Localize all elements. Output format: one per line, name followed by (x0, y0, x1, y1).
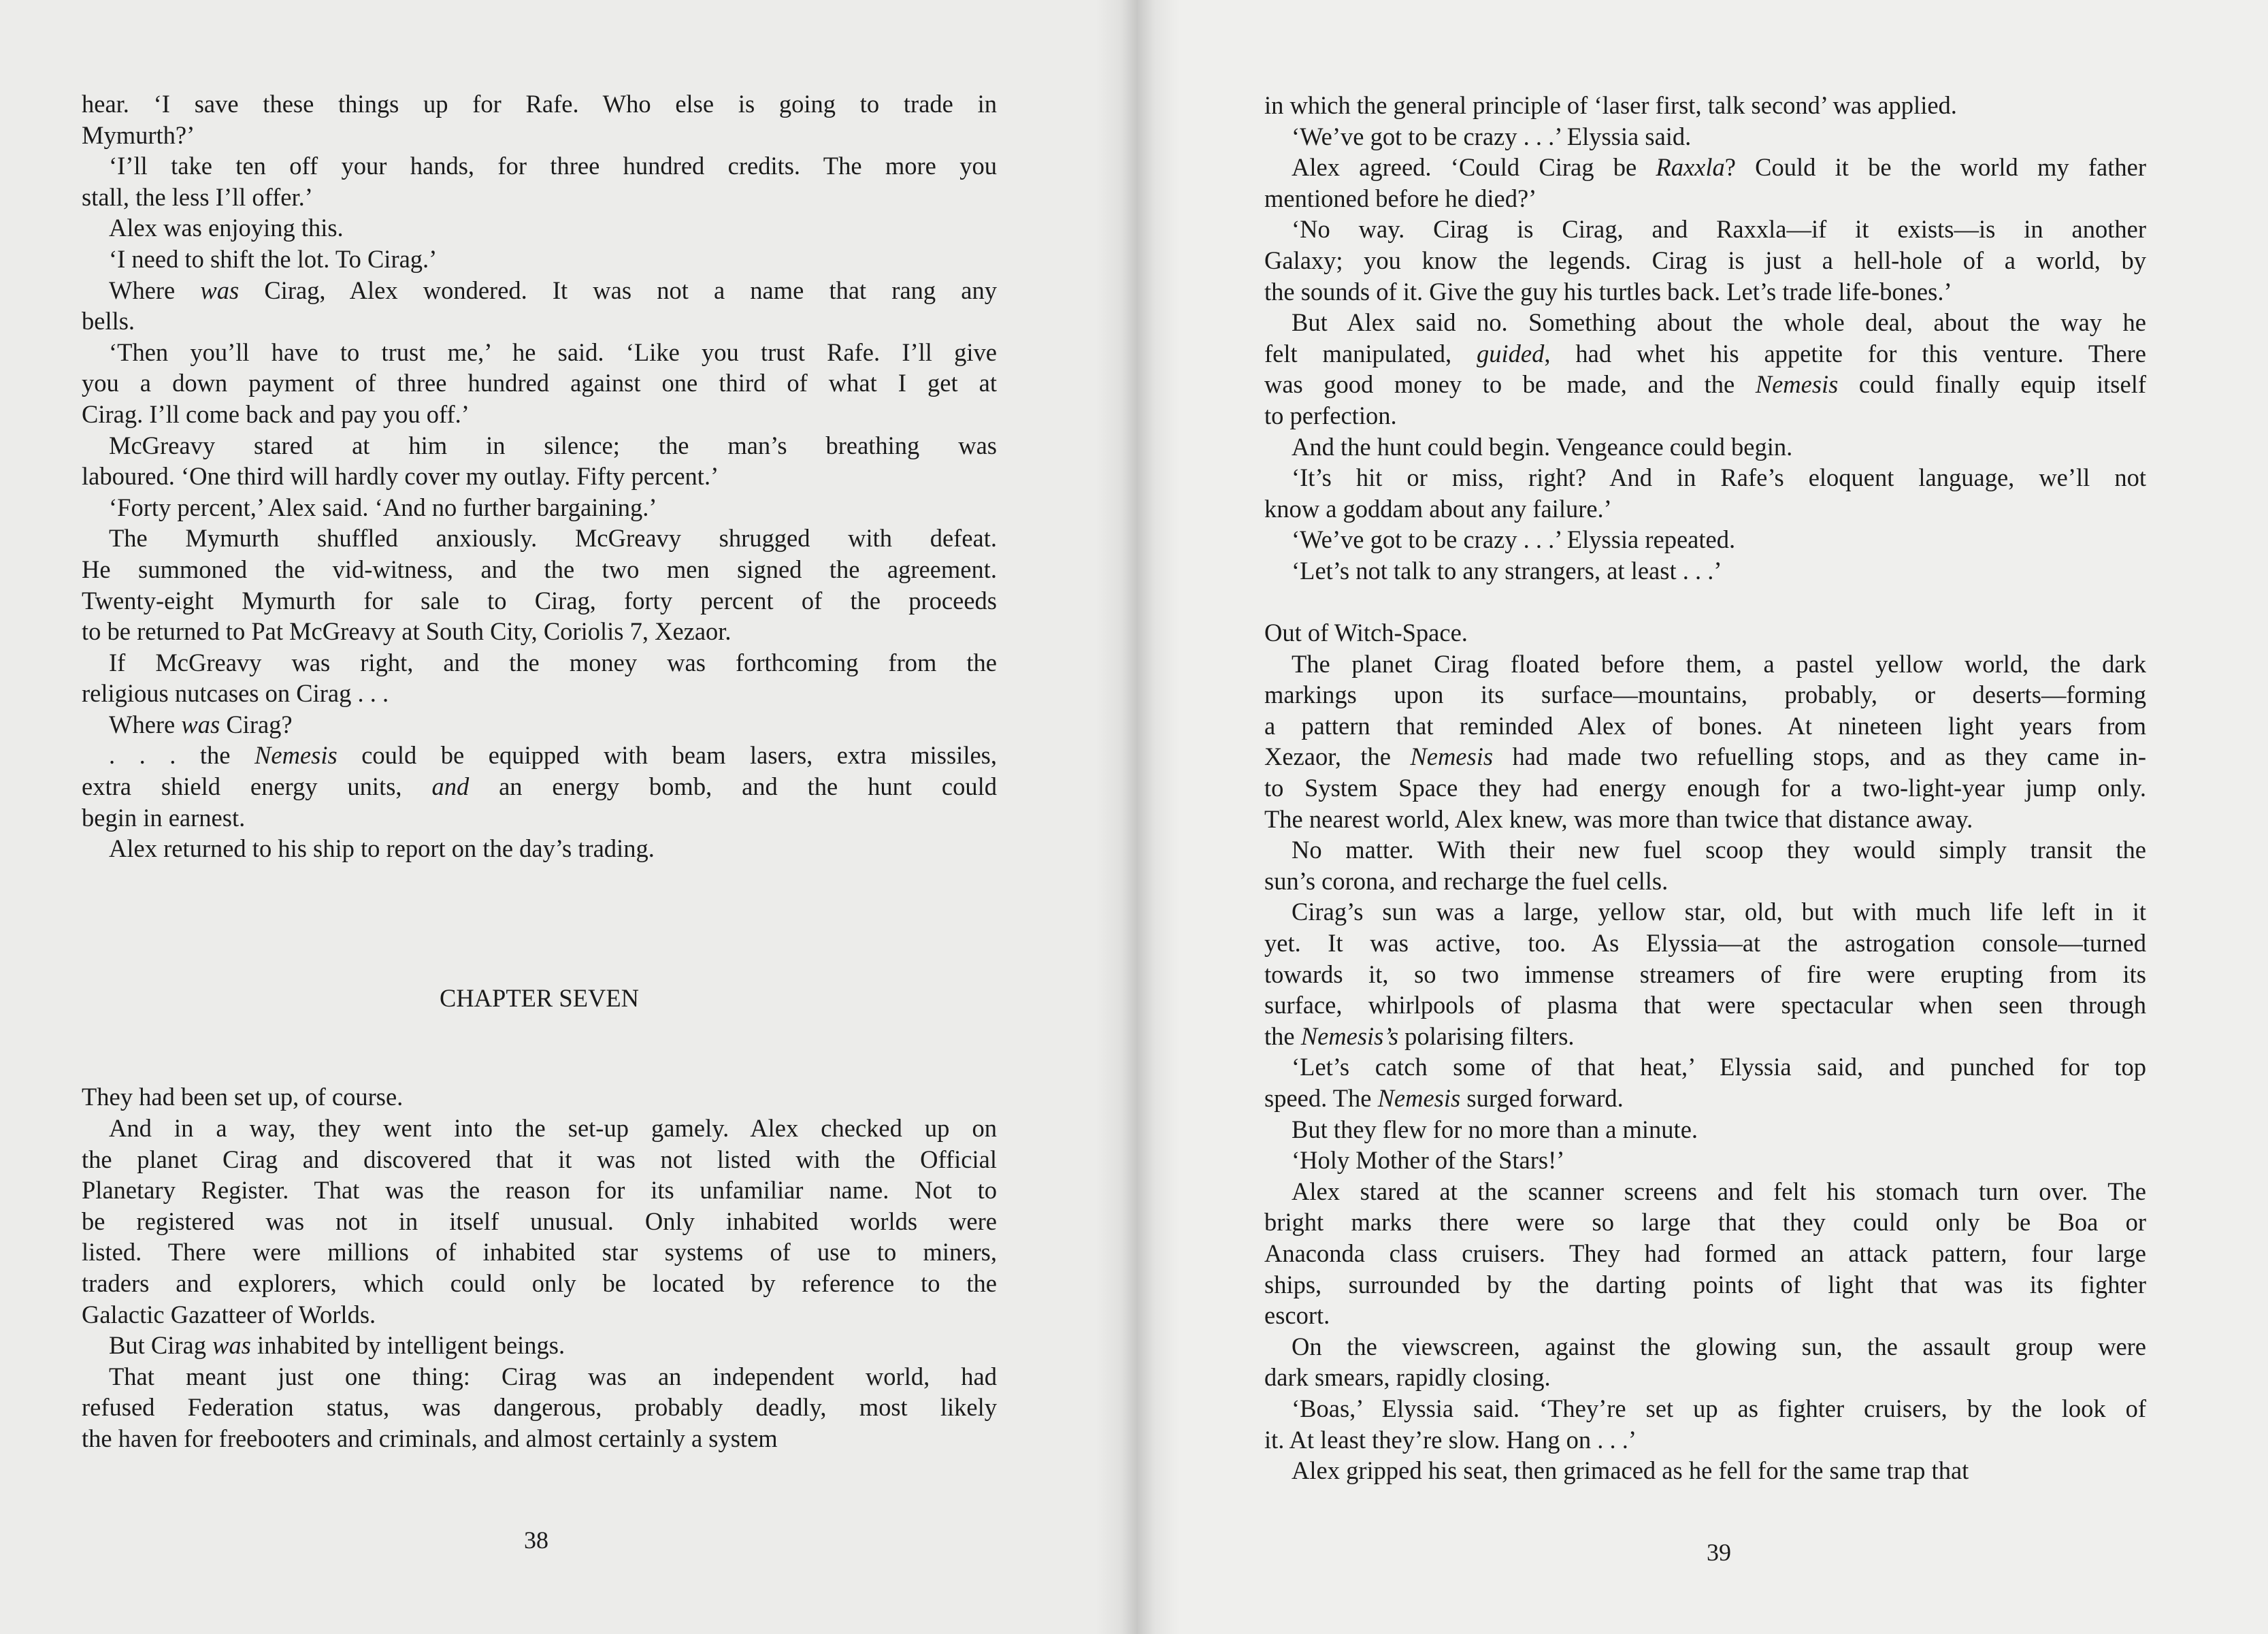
text-line: Where was Cirag, Alex wondered. It was not a name that rang any (109, 276, 997, 304)
text-line: laboured. ‘One third will hardly cover my outlay. Fifty percent.’ (82, 462, 719, 491)
text-line: stall, the less I’ll offer.’ (82, 182, 313, 211)
text-line: escort. (1264, 1301, 1330, 1330)
text-line: bells. (82, 307, 135, 336)
text-line: And in a way, they went into the set-up gamely. Alex checked up on (109, 1114, 997, 1143)
text-line: to perfection. (1264, 401, 1397, 429)
text-line: it. At least they’re slow. Hang on . . .’ (1264, 1425, 1637, 1454)
text-line: Galactic Gazatteer of Worlds. (82, 1300, 376, 1328)
text-line: the planet Cirag and discovered that it was not listed with the Official (82, 1145, 997, 1173)
text-line: Mymurth?’ (82, 120, 195, 149)
text-line: you a down payment of three hundred against one third of what I get at (82, 369, 997, 397)
left-text-after-chapter (82, 1081, 997, 1454)
text-line: felt manipulated, guided, had whet his appetite for this venture. There (1264, 339, 2146, 367)
text-line: yet. It was active, too. As Elyssia—at the astrogation console—turned (1264, 929, 2146, 958)
text-line: No matter. With their new fuel scoop they would simply transit the (1292, 836, 2146, 864)
text-line: ‘I need to shift the lot. To Cirag.’ (109, 244, 438, 273)
text-line: On the viewscreen, against the glowing sun, the assault group were (1292, 1332, 2146, 1360)
text-line: begin in earnest. (82, 803, 246, 832)
right-page-text (1264, 90, 2146, 1486)
text-line: extra shield energy units, and an energy bomb, and the hunt could (82, 772, 998, 801)
text-line: Cirag. I’ll come back and pay you off.’ (82, 399, 470, 428)
text-line: Cirag’s sun was a large, yellow star, old, but with much life left in it (1292, 898, 2146, 926)
page-number-right: 39 (1707, 1539, 1731, 1566)
text-line: in which the general principle of ‘laser first, talk second’ was applied. (1264, 91, 1957, 119)
text-line: the Nemesis’s polarising filters. (1264, 1022, 1575, 1050)
text-line: towards it, so two immense streamers of fire were erupting from its (1264, 960, 2146, 988)
text-line: But Alex said no. Something about the whole deal, about the way he (1292, 308, 2146, 337)
text-line: religious nutcases on Cirag . . . (82, 679, 389, 708)
text-line: ‘Holy Mother of the Stars!’ (1292, 1146, 1565, 1175)
text-line: the sounds of it. Give the guy his turtles back. Let’s trade life-bones.’ (1264, 277, 1952, 306)
text-line: Alex agreed. ‘Could Cirag be Raxxla? Could it be the world my father (1292, 153, 2146, 182)
text-line: to be returned to Pat McGreavy at South City, Coriolis 7, Xezaor. (82, 617, 732, 646)
text-line: traders and explorers, which could only be located by reference to the (82, 1269, 997, 1297)
text-line: surface, whirlpools of plasma that were spectacular when seen through (1264, 991, 2146, 1019)
text-line: Where was Cirag? (109, 710, 293, 738)
text-line: listed. There were millions of inhabited star systems of use to miners, (82, 1238, 997, 1267)
text-line: The Mymurth shuffled anxiously. McGreavy shrugged with defeat. (109, 524, 997, 553)
text-line: ‘I’ll take ten off your hands, for three hundred credits. The more you (109, 152, 997, 180)
section-break (1264, 587, 2146, 618)
text-line: But they flew for no more than a minute. (1292, 1115, 1698, 1143)
text-line: markings upon its surface—mountains, probably, or deserts—forming (1264, 681, 2146, 709)
text-line: bright marks there were so large that they could only be Boa or (1264, 1208, 2146, 1237)
text-line: ‘We’ve got to be crazy . . .’ Elyssia repeated. (1292, 525, 1736, 554)
text-line: The planet Cirag floated before them, a pastel yellow world, the dark (1292, 649, 2146, 678)
text-line: refused Federation status, was dangerous, probably deadly, most likely (82, 1393, 997, 1422)
text-line: And the hunt could begin. Vengeance could begin. (1292, 432, 1793, 461)
text-line: ‘We’ve got to be crazy . . .’ Elyssia said. (1292, 122, 1692, 150)
right-page (1138, 0, 2268, 1634)
text-line: sun’s corona, and recharge the fuel cells. (1264, 866, 1669, 895)
text-line: He summoned the vid-witness, and the two men signed the agreement. (82, 555, 997, 583)
text-line: mentioned before he died?’ (1264, 184, 1537, 212)
text-line: dark smears, rapidly closing. (1264, 1363, 1551, 1392)
text-line: Xezaor, the Nemesis had made two refuelling stops, and as they came in- (1264, 742, 2146, 771)
chapter-heading: CHAPTER SEVEN (439, 983, 640, 1012)
page-number-left: 38 (524, 1526, 548, 1554)
text-line: Alex stared at the scanner screens and felt his stomach turn over. The (1292, 1177, 2146, 1205)
text-line: ‘Let’s catch some of that heat,’ Elyssia said, and punched for top (1292, 1053, 2146, 1081)
text-line: Alex returned to his ship to report on the day’s trading. (109, 834, 655, 863)
text-line: was good money to be made, and the Nemesis could finally equip itself (1264, 370, 2146, 399)
text-line: ‘It’s hit or miss, right? And in Rafe’s eloquent language, we’ll not (1292, 463, 2146, 492)
text-line: hear. ‘I save these things up for Rafe. Who else is going to trade in (82, 90, 997, 118)
text-line: ‘Then you’ll have to trust me,’ he said. ‘Like you trust Rafe. I’ll give (109, 338, 997, 366)
text-line: Anaconda class cruisers. They had formed an attack pattern, four large (1264, 1239, 2146, 1267)
text-line: ‘Boas,’ Elyssia said. ‘They’re set up as fighter cruisers, by the look of (1292, 1394, 2146, 1422)
text-line: to System Space they had energy enough for a two-light-year jump only. (1264, 774, 2146, 802)
text-line: speed. The Nemesis surged forward. (1264, 1084, 1624, 1112)
text-line: The nearest world, Alex knew, was more than twice that distance away. (1264, 804, 1973, 833)
text-line: Galaxy; you know the legends. Cirag is just a hell-hole of a world, by (1264, 246, 2146, 274)
text-line: a pattern that reminded Alex of bones. At nineteen light years from (1264, 711, 2146, 740)
text-line: That meant just one thing: Cirag was an independent world, had (109, 1362, 997, 1390)
text-line: the haven for freebooters and criminals, and almost certainly a system (82, 1424, 778, 1452)
text-line: be registered was not in itself unusual. Only inhabited worlds were (82, 1207, 997, 1235)
text-line: But Cirag was inhabited by intelligent beings. (109, 1331, 565, 1360)
text-line: If McGreavy was right, and the money was forthcoming from the (109, 648, 997, 676)
text-line: Twenty-eight Mymurth for sale to Cirag, forty percent of the proceeds (82, 586, 997, 615)
text-line: They had been set up, of course. (82, 1083, 404, 1111)
text-line: ‘Forty percent,’ Alex said. ‘And no further bargaining.’ (109, 493, 657, 521)
text-line: ‘Let’s not talk to any strangers, at least . . .’ (1292, 556, 1722, 585)
text-line: McGreavy stared at him in silence; the man’s breathing was (109, 431, 997, 459)
text-line: ‘No way. Cirag is Cirag, and Raxxla—if it exists—is in another (1292, 215, 2146, 244)
text-line: Planetary Register. That was the reason for its unfamiliar name. Not to (82, 1176, 997, 1205)
left-page-text (82, 88, 997, 1454)
text-line: Alex gripped his seat, then grimaced as he fell for the same trap that (1292, 1456, 1969, 1485)
left-text-before-chapter (82, 88, 997, 864)
text-line: Out of Witch-Space. (1264, 619, 1468, 647)
book-gutter-shadow (1096, 0, 1180, 1634)
text-line: . . . the Nemesis could be equipped with beam lasers, extra missiles, (109, 741, 997, 770)
text-line: know a goddam about any failure.’ (1264, 494, 1612, 523)
text-line: ships, surrounded by the darting points of light that was its fighter (1264, 1270, 2146, 1298)
text-line: Alex was enjoying this. (109, 214, 344, 242)
